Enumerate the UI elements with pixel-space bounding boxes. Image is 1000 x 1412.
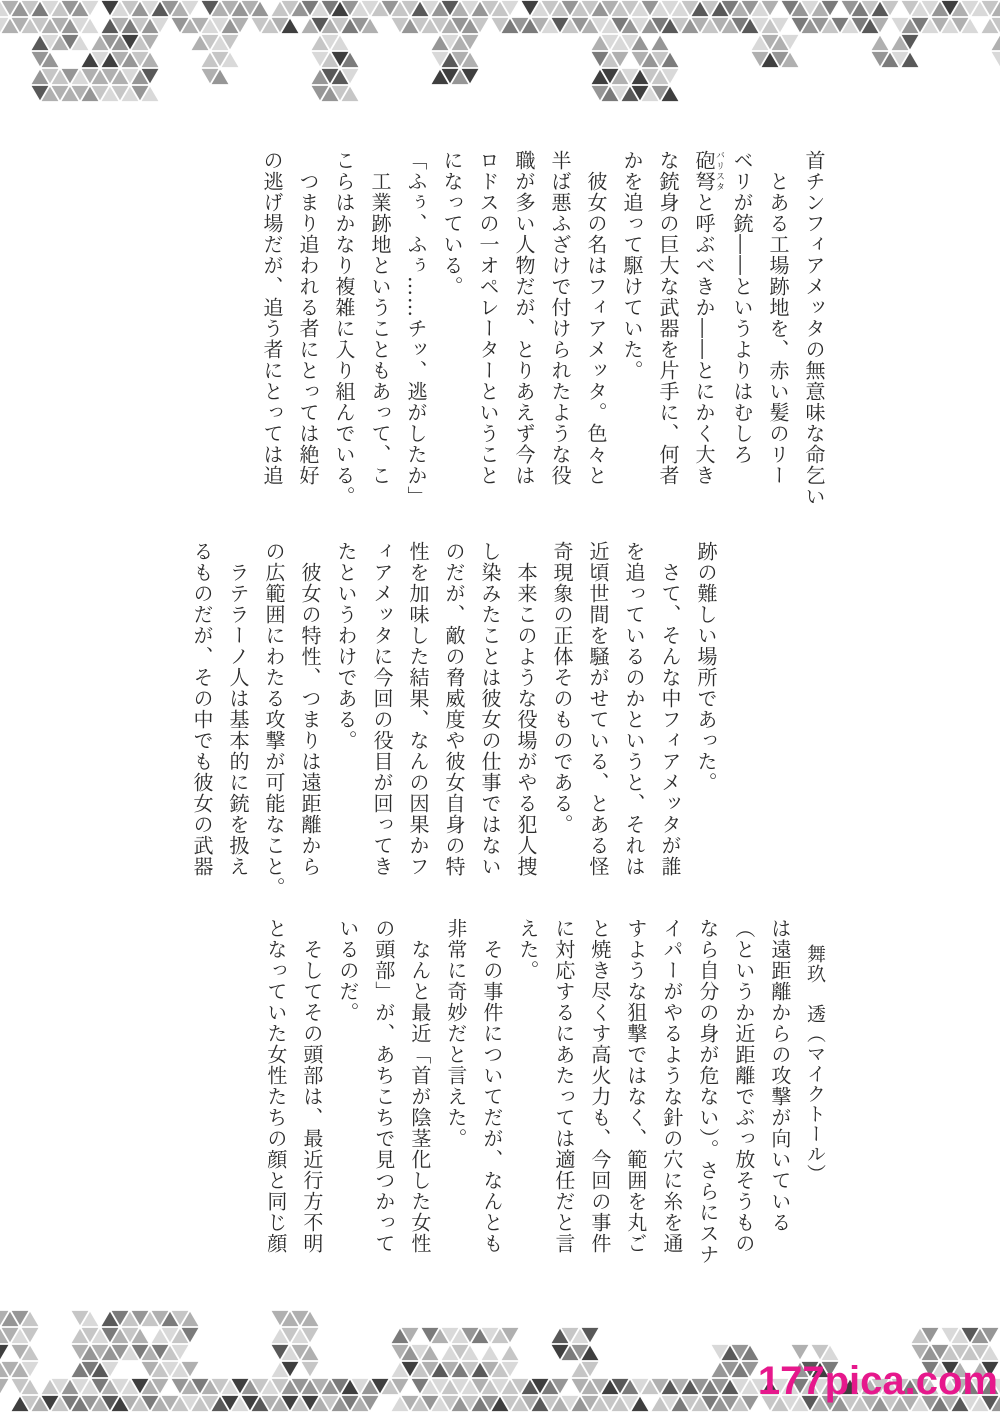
text-column: るものだが、その中でも彼女の武器 — [190, 541, 214, 877]
text-column: ロドスの一オペレーターということ — [476, 150, 500, 486]
text-column: 半ば悪ふざけで付けられたような役 — [548, 150, 572, 486]
text-column: 近頃世間を騒がせている、とある怪 — [586, 541, 610, 877]
text-column: 工業跡地ということもあって、こ — [368, 150, 392, 486]
text-column: に対応するにあたっては適任だと言 — [551, 918, 576, 1254]
text-column: こらはかなり複雑に入り組んでいる。 — [332, 150, 356, 507]
decor-triangles-top — [0, 0, 1000, 102]
text-column: は遠距離からの攻撃が向いている — [767, 918, 792, 1233]
page-title: 首チンフィアメッタの無意味な命乞い — [802, 150, 826, 507]
text-column: ラテラーノ人は基本的に銃を扱え — [226, 541, 250, 877]
text-columns-2 — [184, 541, 724, 909]
text-column: 本来このような役場がやる犯人捜 — [514, 541, 538, 877]
text-band-3 — [258, 918, 832, 1286]
text-column: その事件についてだが、なんとも — [479, 918, 504, 1254]
text-column: の逃げ場だが、追う者にとっては追 — [260, 150, 284, 486]
author-name: 舞玖 透（マイクトール） — [804, 944, 826, 1184]
text-column: 「ふぅ、ふぅ……チッ、逃がしたか」 — [404, 150, 428, 507]
text-column: と焼き尽くす高火力も、今回の事件 — [587, 918, 612, 1254]
text-column: の広範囲にわたる攻撃が可能なこと。 — [262, 541, 286, 898]
text-column: さて、そんな中フィアメッタが誰 — [658, 541, 682, 877]
text-column: 奇現象の正体そのものである。 — [550, 541, 574, 835]
text-column: とある工場跡地を、赤い髪のリー — [766, 150, 790, 486]
text-column: となっていた女性たちの顔と同じ顔 — [263, 918, 288, 1254]
text-column: つまり追われる者にとっては絶好 — [296, 150, 320, 486]
text-column: 非常に奇妙だと言えた。 — [443, 918, 468, 1149]
text-band-1 — [254, 150, 832, 518]
watermark: 177pica.com — [757, 1359, 998, 1403]
text-columns-3 — [258, 918, 798, 1286]
text-band-2 — [184, 541, 832, 909]
text-column: の頭部」が、あちこちで見つかって — [371, 918, 396, 1254]
text-column: 職が多い人物だが、とりあえず今は — [512, 150, 536, 486]
text-column: 彼女の名はフィアメッタ。色々と — [584, 150, 608, 486]
text-column: なら自分の身が危ない）。さらにスナ — [695, 918, 720, 1265]
text-column: えた。 — [515, 918, 540, 981]
text-column: いるのだ。 — [335, 918, 360, 1023]
text-column: 彼女の特性、つまりは遠距離から — [298, 541, 322, 877]
text-column: な銃身の巨大な武器を片手に、何者 — [656, 150, 680, 486]
text-column: そしてその頭部は、最近行方不明 — [299, 918, 324, 1254]
text-column: たというわけである。 — [334, 541, 358, 751]
text-column: になっている。 — [440, 150, 464, 297]
text-column: ベリが銃――というよりはむしろ — [730, 150, 754, 465]
text-column: （というか近距離でぶっ放そうもの — [731, 918, 756, 1254]
text-column: ィアメッタに今回の役目が回ってき — [370, 541, 394, 877]
text-column: すような狙撃ではなく、範囲を丸ご — [623, 918, 648, 1254]
text-column: かを追って駆けていた。 — [620, 150, 644, 381]
text-column: 跡の難しい場所であった。 — [694, 541, 718, 793]
text-column: イパーがやるような針の穴に糸を通 — [659, 918, 684, 1254]
text-column: し染みたことは彼女の仕事ではない — [478, 541, 502, 877]
text-column: なんと最近「首が陰茎化した女性 — [407, 918, 432, 1254]
text-column: 性を加味した結果、なんの因果かフ — [406, 541, 430, 877]
text-column: 砲弩バリスタと呼ぶべきか――とにかく大き — [692, 150, 724, 486]
text-column: のだが、敵の脅威度や彼女自身の特 — [442, 541, 466, 877]
text-column: を追っているのかというと、それは — [622, 541, 646, 877]
text-columns-1 — [254, 150, 796, 518]
